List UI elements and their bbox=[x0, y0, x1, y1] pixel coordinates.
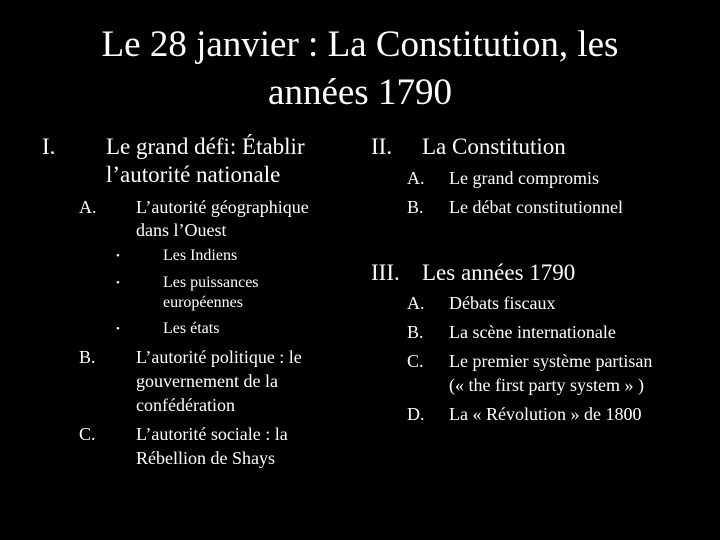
item-b-letter: B. bbox=[79, 347, 96, 367]
section-2-item-letter: A. bbox=[407, 168, 425, 188]
section-3-item-letter: B. bbox=[407, 322, 424, 342]
section-3-item-letter: A. bbox=[407, 293, 425, 313]
section-3-item-text: Le premier système partisan bbox=[449, 351, 653, 371]
item-b-line-2: gouvernement de la bbox=[136, 371, 278, 391]
bullet-marker: • bbox=[116, 323, 120, 335]
section-3-numeral: III. bbox=[371, 260, 400, 285]
section-1-numeral: I. bbox=[42, 134, 56, 159]
section-2-numeral: II. bbox=[371, 134, 393, 159]
bullet-text: Les puissances bbox=[163, 274, 259, 291]
section-3-item-text: La « Révolution » de 1800 bbox=[449, 404, 642, 424]
section-2-item-letter: B. bbox=[407, 197, 424, 217]
section-2-item-text: Le grand compromis bbox=[449, 168, 599, 188]
section-2-heading: La Constitution bbox=[422, 134, 566, 159]
bullet-marker: • bbox=[116, 277, 120, 289]
bullet-text: Les états bbox=[163, 320, 220, 337]
section-2-item-text: Le débat constitutionnel bbox=[449, 197, 623, 217]
section-3-item-letter: D. bbox=[407, 404, 425, 424]
item-c-line-1: L’autorité sociale : la bbox=[136, 424, 288, 444]
item-a-letter: A. bbox=[79, 197, 97, 217]
item-c-letter: C. bbox=[79, 424, 96, 444]
section-3-item-letter: C. bbox=[407, 351, 424, 371]
section-3-item-text: Débats fiscaux bbox=[449, 293, 556, 313]
slide-title-line-1: Le 28 janvier : La Constitution, les bbox=[101, 24, 619, 65]
section-1-heading-line-1: Le grand défi: Établir bbox=[106, 134, 305, 159]
slide-title-line-2: années 1790 bbox=[268, 72, 452, 113]
bullet-text: Les Indiens bbox=[163, 247, 238, 264]
bullet-marker: • bbox=[116, 250, 120, 262]
section-1-heading-line-2: l’autorité nationale bbox=[106, 162, 281, 187]
item-c-line-2: Rébellion de Shays bbox=[136, 448, 275, 468]
item-b-line-1: L’autorité politique : le bbox=[136, 347, 302, 367]
section-3-item-text-continued: (« the first party system » ) bbox=[449, 375, 644, 395]
section-3-item-text: La scène internationale bbox=[449, 322, 616, 342]
section-3-heading: Les années 1790 bbox=[422, 260, 576, 285]
item-b-line-3: confédération bbox=[136, 395, 235, 415]
item-a-line-1: L’autorité géographique bbox=[136, 197, 309, 217]
bullet-text-continued: européennes bbox=[163, 294, 243, 311]
item-a-line-2: dans l’Ouest bbox=[136, 220, 227, 240]
